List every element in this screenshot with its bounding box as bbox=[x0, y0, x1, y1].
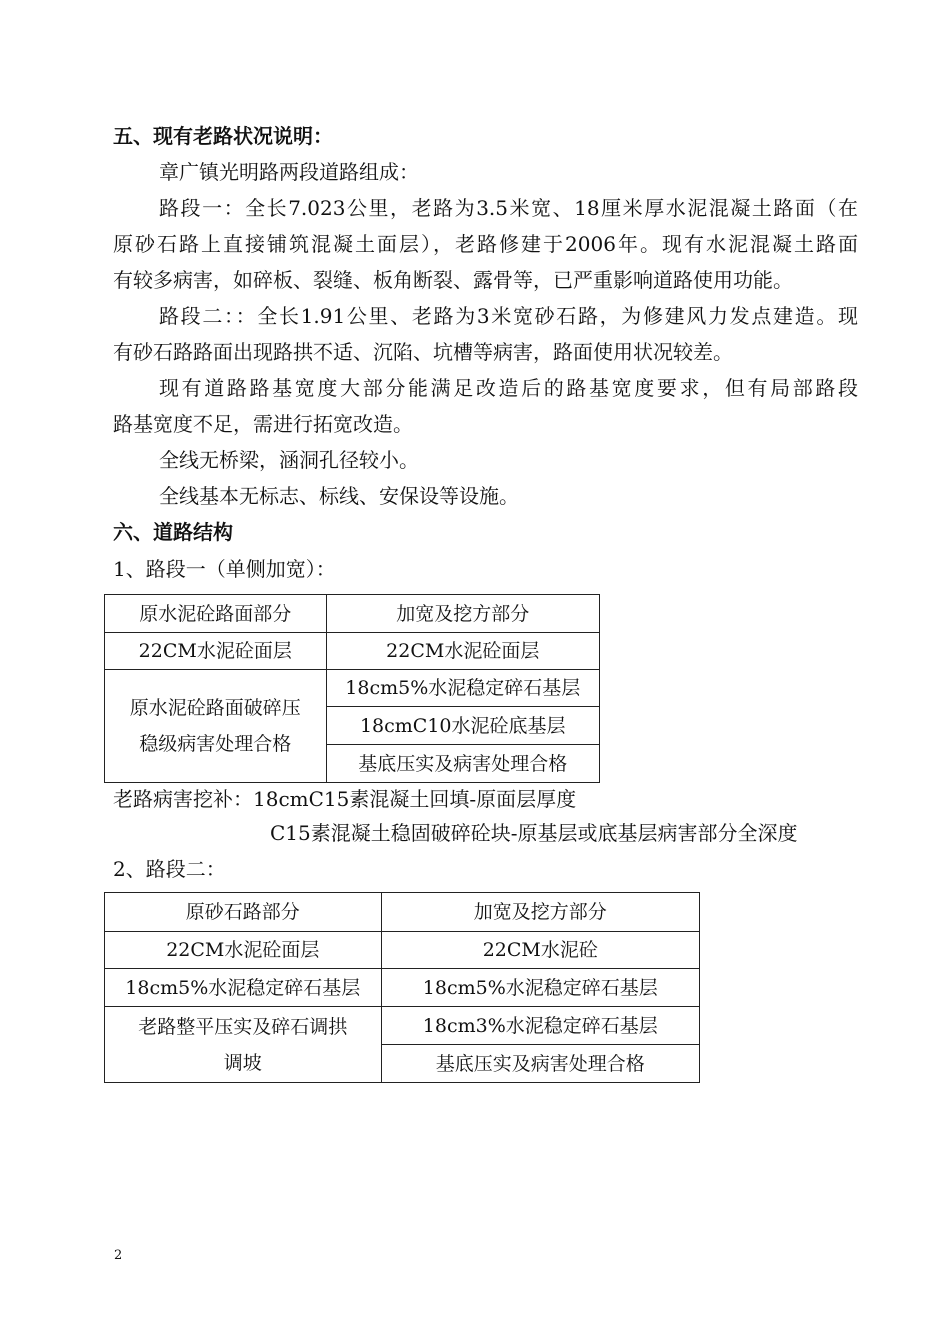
segment2-structure-table bbox=[104, 892, 700, 1083]
table-cell: 22CM水泥砼面层 bbox=[326, 633, 599, 670]
table-cell: 18cm5%水泥稳定碎石基层 bbox=[105, 969, 382, 1007]
table-cell: 18cmC10水泥砼底基层 bbox=[326, 707, 599, 745]
section-6-heading: 六、道路结构 bbox=[113, 520, 233, 544]
bridges-note: 全线无桥梁，涵洞孔径较小。 bbox=[159, 448, 419, 472]
table-row bbox=[105, 969, 700, 1007]
table-cell: 22CM水泥砼 bbox=[381, 932, 699, 969]
section-5-heading: 五、现有老路状况说明： bbox=[113, 124, 333, 148]
table-cell: 22CM水泥砼面层 bbox=[105, 932, 382, 969]
segment1-line2: 原砂石路上直接铺筑混凝土面层），老路修建于2006年。现有水泥混凝土路面 bbox=[113, 232, 858, 256]
table-cell: 18cm5%水泥稳定碎石基层 bbox=[326, 670, 599, 707]
section-5-intro: 章广镇光明路两段道路组成： bbox=[159, 160, 419, 184]
merged-cell-line: 调坡 bbox=[223, 1052, 262, 1074]
repair-note-line1: 老路病害挖补：18cmC15素混凝土回填-原面层厚度 bbox=[113, 787, 577, 811]
table-cell: 18cm5%水泥稳定碎石基层 bbox=[381, 969, 699, 1007]
table-cell: 18cm3%水泥稳定碎石基层 bbox=[381, 1007, 699, 1045]
segment2-line2: 有砂石路路面出现路拱不适、沉陷、坑槽等病害，路面使用状况较差。 bbox=[113, 340, 733, 364]
page-number: 2 bbox=[114, 1248, 123, 1263]
table-cell: 基底压实及病害处理合格 bbox=[326, 745, 599, 783]
merged-cell-line: 老路整平压实及碎石调拱 bbox=[138, 1016, 348, 1038]
repair-note-line2: C15素混凝土稳固破碎砼块-原基层或底基层病害部分全深度 bbox=[270, 821, 798, 845]
segment1-line3: 有较多病害，如碎板、裂缝、板角断裂、露骨等，已严重影响道路使用功能。 bbox=[113, 268, 793, 292]
segment1-structure-table bbox=[104, 594, 600, 783]
table1-title: 1、路段一（单侧加宽）： bbox=[113, 557, 336, 581]
segment2-line1: 路段二：：全长1.91公里、老路为3米宽砂石路，为修建风力发点建造。现 bbox=[159, 304, 858, 328]
table-header-cell: 原砂石路部分 bbox=[105, 893, 382, 932]
table-header-cell: 原水泥砼路面部分 bbox=[105, 595, 327, 633]
signs-note: 全线基本无标志、标线、安保设等设施。 bbox=[159, 484, 519, 508]
table-cell: 基底压实及病害处理合格 bbox=[381, 1045, 699, 1083]
table-row bbox=[105, 932, 700, 969]
table-cell: 22CM水泥砼面层 bbox=[105, 633, 327, 670]
width-note-line2: 路基宽度不足，需进行拓宽改造。 bbox=[113, 412, 413, 436]
table-header-cell: 加宽及挖方部分 bbox=[326, 595, 599, 633]
merged-cell-line: 原水泥砼路面破碎压 bbox=[129, 697, 301, 719]
merged-cell-line: 稳级病害处理合格 bbox=[139, 733, 292, 755]
table-row bbox=[105, 633, 600, 670]
table-row bbox=[105, 670, 600, 707]
table-row bbox=[105, 595, 600, 633]
segment1-line1: 路段一：全长7.023公里，老路为3.5米宽、18厘米厚水泥混凝土路面（在 bbox=[159, 196, 858, 220]
table-row bbox=[105, 893, 700, 932]
table-header-cell: 加宽及挖方部分 bbox=[381, 893, 699, 932]
width-note-line1: 现有道路路基宽度大部分能满足改造后的路基宽度要求，但有局部路段 bbox=[159, 376, 858, 400]
table2-title: 2、路段二： bbox=[113, 857, 226, 881]
table-row bbox=[105, 1007, 700, 1045]
table-merged-cell bbox=[105, 1007, 382, 1083]
table-merged-cell bbox=[105, 670, 327, 783]
